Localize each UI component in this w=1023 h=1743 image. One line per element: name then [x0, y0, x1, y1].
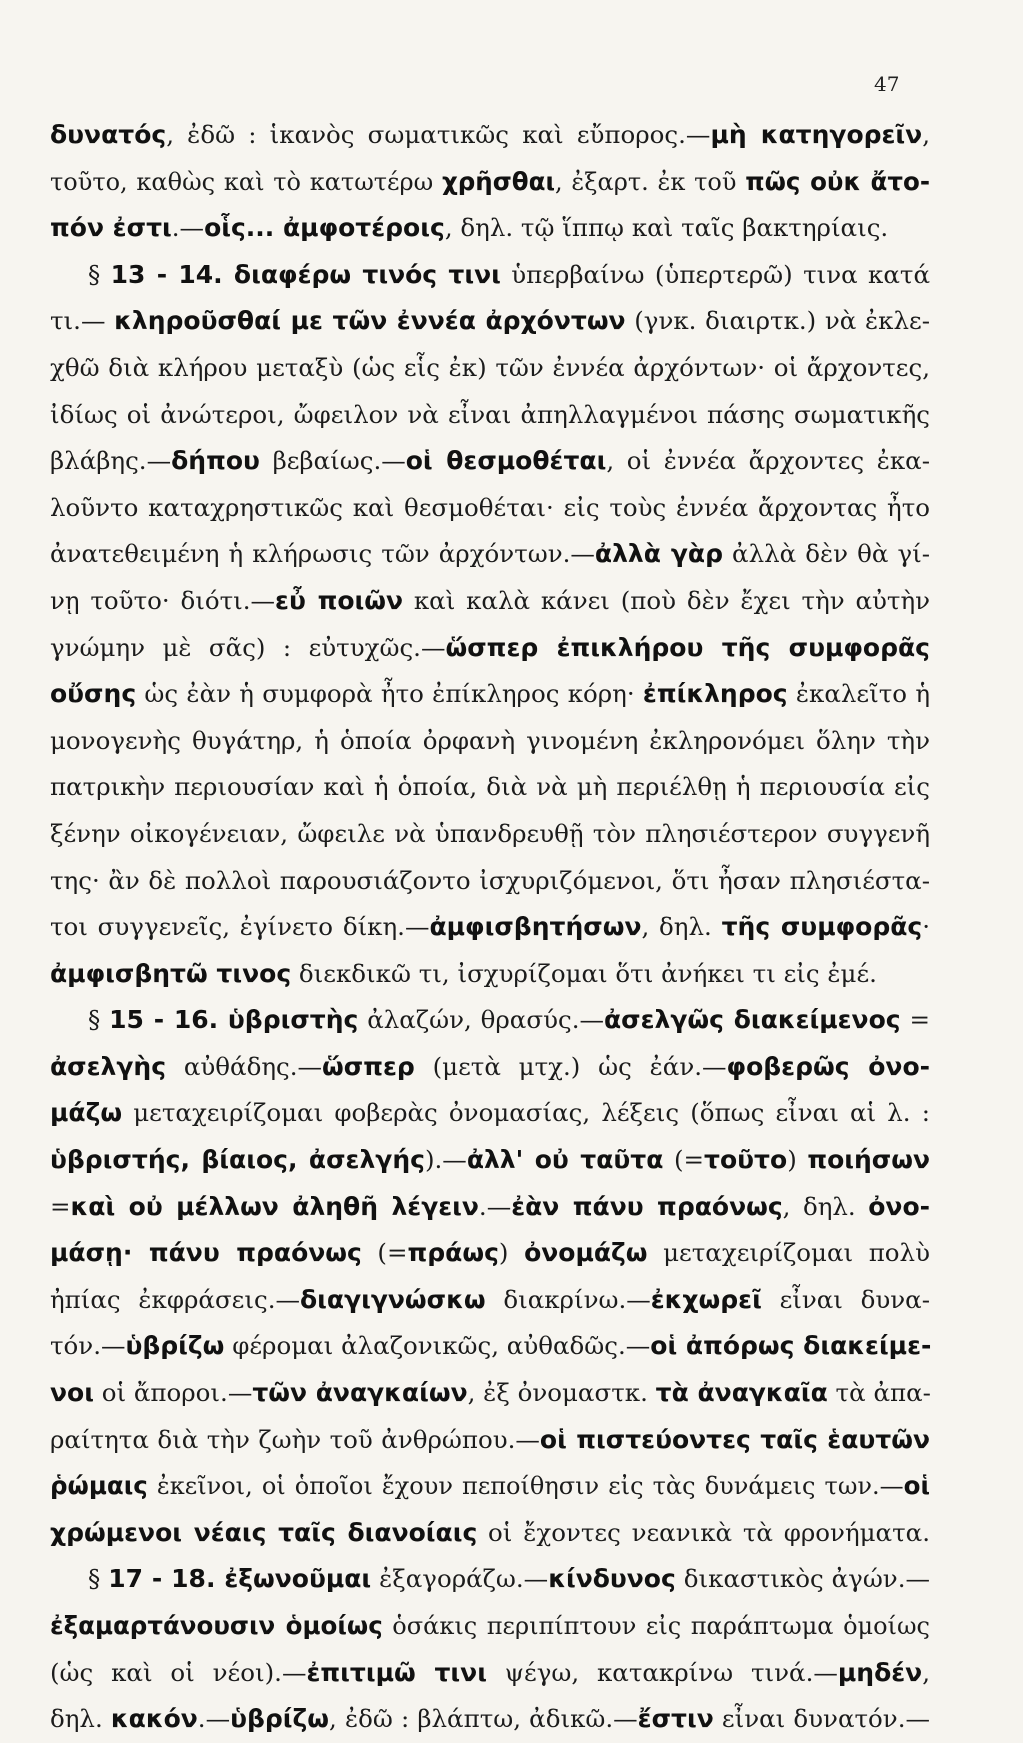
text-line [50, 252, 930, 299]
gloss-text: , δηλ. [641, 912, 722, 942]
gloss-text: , [922, 120, 930, 149]
gloss-text: § [88, 1005, 110, 1035]
gloss-text: τοῦτο, καθὼς καὶ τὸ κατωτέρω [50, 167, 442, 196]
text-line [50, 718, 930, 765]
lemma-term: ὑβριστής, βίαιος, ἀσελγής [50, 1145, 425, 1175]
gloss-text: ὁσάκις περιπίπτουν εἰς παράπτωμα ὁμοίως [382, 1612, 930, 1640]
gloss-text: , ἐξαρτ. ἐκ τοῦ [555, 167, 746, 196]
lemma-term: ὥσπερ [322, 1051, 415, 1081]
gloss-text: ) [498, 1238, 525, 1268]
gloss-text: της· ἂν δὲ πολλοὶ παρουσιάζοντο ἰσχυριζόμενοι, ὅτι ἦσαν πλησιέστα- [50, 865, 930, 895]
gloss-text: (= [361, 1238, 408, 1268]
gloss-text: (γνκ. διαιρτκ.) νὰ ἐκλε- [625, 306, 930, 336]
gloss-text: βεβαίως.— [259, 446, 406, 476]
lemma-term: ὀνο- [868, 1191, 930, 1221]
gloss-text: , ἐδῶ : βλάπτω, ἀδικῶ.— [329, 1704, 638, 1734]
lemma-term: τὰ ἀναγκαῖα [655, 1378, 828, 1408]
gloss-text: εἶναι δυνα- [761, 1284, 931, 1314]
lemma-term: ἐπιτιμῶ τινι [306, 1657, 487, 1687]
lemma-term: φοβερῶς ὀνο- [726, 1051, 930, 1081]
gloss-text: .— [197, 1704, 231, 1734]
text-line [50, 1370, 930, 1417]
lemma-term: ἀμφισβητήσων [429, 912, 642, 942]
gloss-text: § [88, 1564, 109, 1594]
gloss-text: · [922, 912, 931, 942]
text-line [50, 625, 930, 672]
gloss-text: ξένην οἰκογένειαν, ὤφειλε νὰ ὑπανδρευθῇ τὸν πλησιέστερον συγγενῆ [50, 818, 930, 848]
gloss-text: οἱ ἔχοντες νεανικὰ τὰ φρονήματα. [477, 1517, 930, 1547]
text-line [50, 1277, 930, 1324]
lemma-term: κληροῦσθαί με τῶν ἐννέα ἀρχόντων [114, 306, 626, 336]
lemma-term: οἱ ἀπόρως διακείμε- [650, 1331, 932, 1361]
lemma-term: μὴ κατηγορεῖν [710, 120, 923, 149]
gloss-text: τοι συγγενεῖς, ἐγίνετο δίκη.— [50, 912, 430, 942]
text-line [50, 578, 930, 625]
lemma-term: μηδέν [837, 1657, 923, 1687]
lemma-term: καὶ οὐ μέλλων ἀληθῆ λέγειν [70, 1191, 479, 1221]
lemma-term: ὑβρίζω [230, 1704, 330, 1734]
lemma-term: χρῆσθαι [441, 166, 556, 196]
text-line [50, 531, 930, 578]
gloss-text: δικαστικὸς ἀγών.— [675, 1564, 930, 1594]
gloss-text: μεταχειρίζομαι φοβερὰς ὀνομασίας, λέξεις (ὅπως εἶναι αἱ λ. : [122, 1098, 930, 1128]
lemma-term: οἱ [903, 1471, 930, 1501]
lemma-term: ἀσελγῶς διακείμενος [603, 1005, 901, 1035]
lemma-term: ὑβρίζω [125, 1331, 225, 1361]
lemma-term: πῶς οὐκ ἄτο- [745, 166, 930, 196]
lemma-term: ἀλλ' οὐ ταῦτα [466, 1145, 664, 1175]
gloss-text: διεκδικῶ τι, ἰσχυρίζομαι ὅτι ἀνήκει τι εἰς ἐμέ. [291, 958, 877, 988]
gloss-text: ) [787, 1145, 808, 1175]
lemma-term: κακόν [110, 1704, 198, 1734]
lemma-term: 17 - 18. ἐξωνοῦμαι [108, 1564, 372, 1594]
gloss-text: ραίτητα διὰ τὴν ζωὴν τοῦ ἀνθρώπου.— [50, 1424, 540, 1454]
gloss-text: νῃ τοῦτο· διότι.— [50, 585, 276, 615]
text-line [50, 1463, 930, 1510]
lemma-term: μάζω [50, 1098, 123, 1128]
text-line [50, 1417, 930, 1464]
gloss-text: ἰδίως οἱ ἀνώτεροι, ὤφειλον νὰ εἶναι ἀπηλλαγμένοι πάσης σωματικῆς [50, 399, 930, 429]
text-line [50, 1323, 930, 1370]
gloss-text: δηλ. [50, 1704, 111, 1734]
lemma-term: τῆς συμφορᾶς [721, 912, 923, 942]
gloss-text: ὑπερβαίνω (ὑπερτερῶ) τινα κατά [500, 259, 930, 289]
gloss-text: , ἐδῶ : ἱκανὸς σωματικῶς καὶ εὔπορος.— [166, 120, 711, 149]
gloss-text: γνώμην μὲ σᾶς) : εὐτυχῶς.— [50, 632, 446, 662]
lemma-term: δήπου [171, 446, 260, 476]
gloss-text: (μετὰ μτχ.) ὡς ἐάν.— [414, 1051, 727, 1081]
gloss-text: μονογενὴς θυγάτηρ, ἡ ὁποία ὀρφανὴ γινομένη ἐκληρονόμει ὅλην τὴν [50, 725, 930, 755]
lemma-term: ἐὰν πάνυ πραόνως [511, 1191, 783, 1221]
lemma-term: νοι [50, 1378, 94, 1408]
gloss-text: αὐθάδης.— [166, 1051, 323, 1081]
lemma-term: οἱ πιστεύοντες ταῖς ἑαυτῶν [539, 1424, 930, 1454]
gloss-text: = [50, 1191, 71, 1221]
gloss-text: ἀλαζών, θρασύς.— [358, 1005, 604, 1035]
commentary-text [50, 112, 930, 1743]
lemma-term: ποιήσων [807, 1145, 931, 1175]
gloss-text: , δηλ. [782, 1191, 869, 1221]
text-line [50, 811, 930, 858]
text-line [50, 485, 930, 532]
lemma-term: τοῦτο [704, 1145, 788, 1175]
gloss-text: ἐκεῖνοι, οἱ ὁποῖοι ἔχουν πεποίθησιν εἰς τὰς δυνάμεις των.— [147, 1472, 904, 1501]
lemma-term: πράως [407, 1238, 499, 1268]
gloss-text: ἐξαγοράζω.— [371, 1564, 549, 1594]
text-line [50, 1650, 930, 1697]
gloss-text: .— [478, 1191, 512, 1221]
gloss-text: ὡς ἐὰν ἡ συμφορὰ ἦτο ἐπίκληρος κόρη· [136, 679, 643, 709]
lemma-term: ἐξαμαρτάνουσιν ὁμοίως [50, 1611, 383, 1640]
text-line [50, 1184, 930, 1231]
lemma-term: οἱ θεσμοθέται [405, 446, 607, 476]
gloss-text: οἱ ἄποροι.— [93, 1378, 253, 1408]
lemma-term: δυνατός [50, 120, 167, 149]
text-line [50, 1090, 930, 1137]
gloss-text: βλάβης.— [50, 446, 172, 476]
gloss-text: ἠπίας ἐκφράσεις.— [50, 1284, 300, 1314]
lemma-term: μάσῃ· πάνυ πραόνως [50, 1238, 362, 1268]
text-line [50, 1510, 930, 1557]
gloss-text: , δηλ. τῷ ἵππῳ καὶ ταῖς βακτηρίαις. [444, 213, 889, 243]
gloss-text: ἀλλὰ δὲν θὰ γί- [723, 539, 930, 569]
gloss-text: φέρομαι ἀλαζονικῶς, αὐθαδῶς.— [224, 1331, 651, 1361]
gloss-text: διακρίνω.— [485, 1284, 651, 1314]
text-line [50, 904, 930, 951]
lemma-term: εὖ ποιῶν [275, 585, 404, 615]
text-line [50, 112, 930, 159]
lemma-term: πόν ἐστι [50, 213, 172, 243]
lemma-term: ὀνομάζω [524, 1238, 648, 1268]
lemma-term: ῥώμαις [50, 1471, 148, 1501]
lemma-term: ἐκχωρεῖ [650, 1284, 762, 1314]
text-line [50, 858, 930, 905]
gloss-text: χθῶ διὰ κλήρου μεταξὺ (ὡς εἷς ἐκ) τῶν ἐννέα ἀρχόντων· οἱ ἄρχοντες, [50, 352, 930, 382]
text-line [50, 1137, 930, 1184]
text-line [50, 1556, 930, 1603]
gloss-text: (ὡς καὶ οἱ νέοι).— [50, 1657, 307, 1687]
lemma-term: ἀλλὰ γὰρ [594, 539, 723, 569]
text-line [50, 1603, 930, 1650]
text-line [50, 392, 930, 439]
gloss-text: ).— [424, 1145, 467, 1175]
text-line [50, 1230, 930, 1277]
gloss-text: .— [171, 213, 205, 243]
gloss-text: λοῦντο καταχρηστικῶς καὶ θεσμοθέται· εἰς τοὺς ἐννέα ἄρχοντας ἦτο [50, 492, 930, 522]
text-line [50, 764, 930, 811]
gloss-text: πατρικὴν περιουσίαν καὶ ἡ ὁποία, διὰ νὰ μὴ περιέλθῃ ἡ περιουσία εἰς [50, 772, 930, 802]
lemma-term: τῶν ἀναγκαίων [252, 1378, 468, 1408]
gloss-text: τι.— [50, 306, 115, 336]
gloss-text: § [88, 259, 111, 289]
text-line [50, 298, 930, 345]
gloss-text: ἐκαλεῖτο ἡ [787, 679, 930, 709]
gloss-text: μεταχειρίζομαι πολὺ [647, 1238, 930, 1268]
text-line [50, 159, 930, 206]
lemma-term: ἔστιν [637, 1704, 714, 1734]
gloss-text: τόν.— [50, 1331, 126, 1361]
gloss-text: , οἱ ἐννέα ἄρχοντες ἐκα- [606, 446, 930, 476]
gloss-text: τὰ ἀπα- [827, 1378, 931, 1408]
gloss-text: , [922, 1657, 930, 1687]
text-line [50, 205, 930, 252]
lemma-term: 13 - 14. διαφέρω τινός τινι [110, 259, 501, 289]
lemma-term: ὥσπερ ἐπικλήρου τῆς συμφορᾶς [445, 632, 930, 662]
lemma-term: διαγιγνώσκω [300, 1284, 486, 1314]
text-line [50, 997, 930, 1044]
lemma-term: κίνδυνος [548, 1564, 676, 1594]
text-line [50, 345, 930, 392]
gloss-text: (= [663, 1145, 705, 1175]
lemma-term: ἐπίκληρος [642, 679, 788, 709]
gloss-text: εἶναι δυνατόν.— [713, 1704, 930, 1734]
lemma-term: οἷς... ἀμφοτέροις [204, 213, 445, 243]
text-line [50, 951, 930, 998]
text-line [50, 1044, 930, 1091]
page-number: 47 [874, 72, 900, 96]
text-line [50, 671, 930, 718]
gloss-text: ἀνατεθειμένη ἡ κλήρωσις τῶν ἀρχόντων.— [50, 539, 595, 569]
gloss-text: καὶ καλὰ κάνει (ποὺ δὲν ἔχει τὴν αὐτὴν [403, 585, 931, 615]
lemma-term: ἀσελγὴς [50, 1051, 167, 1081]
lemma-term: οὔσης [50, 679, 137, 709]
gloss-text: , ἐξ ὀνομαστκ. [467, 1378, 656, 1408]
text-line [50, 1696, 930, 1743]
gloss-text: = [900, 1005, 930, 1035]
gloss-text: ψέγω, κατακρίνω τινά.— [486, 1657, 838, 1687]
lemma-term: ἀμφισβητῶ τινος [50, 958, 292, 988]
text-line [50, 438, 930, 485]
lemma-term: χρώμενοι νέαις ταῖς διανοίαις [50, 1517, 478, 1547]
lemma-term: 15 - 16. ὑβριστὴς [109, 1005, 359, 1035]
